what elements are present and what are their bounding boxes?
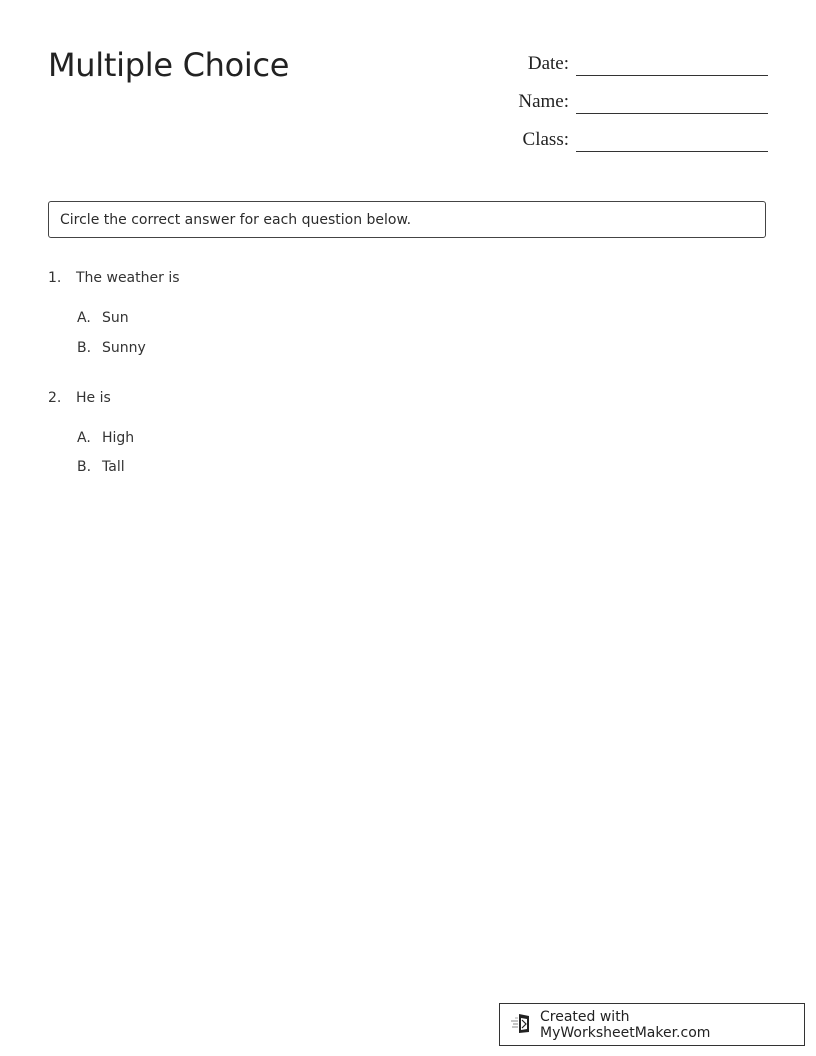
footer-text: Created with MyWorksheetMaker.com: [540, 1008, 711, 1041]
question-1-option-b[interactable]: [77, 340, 146, 356]
question-2-option-a[interactable]: [77, 430, 134, 446]
date-blank-line[interactable]: [576, 63, 768, 76]
question-number: 2.: [48, 390, 62, 406]
worksheet-logo-icon: [510, 1012, 540, 1038]
name-label: Name:: [518, 91, 569, 112]
footer-credit[interactable]: [499, 1003, 805, 1046]
name-field: [479, 92, 768, 112]
option-text: Sun: [102, 310, 129, 326]
option-text: Tall: [102, 459, 125, 475]
question-text: He is: [76, 390, 111, 406]
date-label: Date:: [527, 53, 569, 74]
option-text: Sunny: [102, 340, 146, 356]
option-letter: A.: [77, 430, 91, 446]
class-blank-line[interactable]: [576, 139, 768, 152]
question-2-option-b[interactable]: [77, 459, 125, 475]
instructions-box: Circle the correct answer for each question below.: [48, 201, 766, 238]
question-1: [48, 270, 180, 286]
option-letter: A.: [77, 310, 91, 326]
date-field: [479, 54, 768, 74]
class-label: Class:: [522, 129, 569, 150]
question-text: The weather is: [76, 270, 180, 286]
question-2: [48, 390, 111, 406]
page-title: Multiple Choice: [48, 46, 290, 84]
option-letter: B.: [77, 459, 92, 475]
question-number: 1.: [48, 270, 62, 286]
option-letter: B.: [77, 340, 92, 356]
class-field: [479, 130, 768, 150]
question-1-option-a[interactable]: [77, 310, 129, 326]
option-text: High: [102, 430, 135, 446]
name-blank-line[interactable]: [576, 101, 768, 114]
